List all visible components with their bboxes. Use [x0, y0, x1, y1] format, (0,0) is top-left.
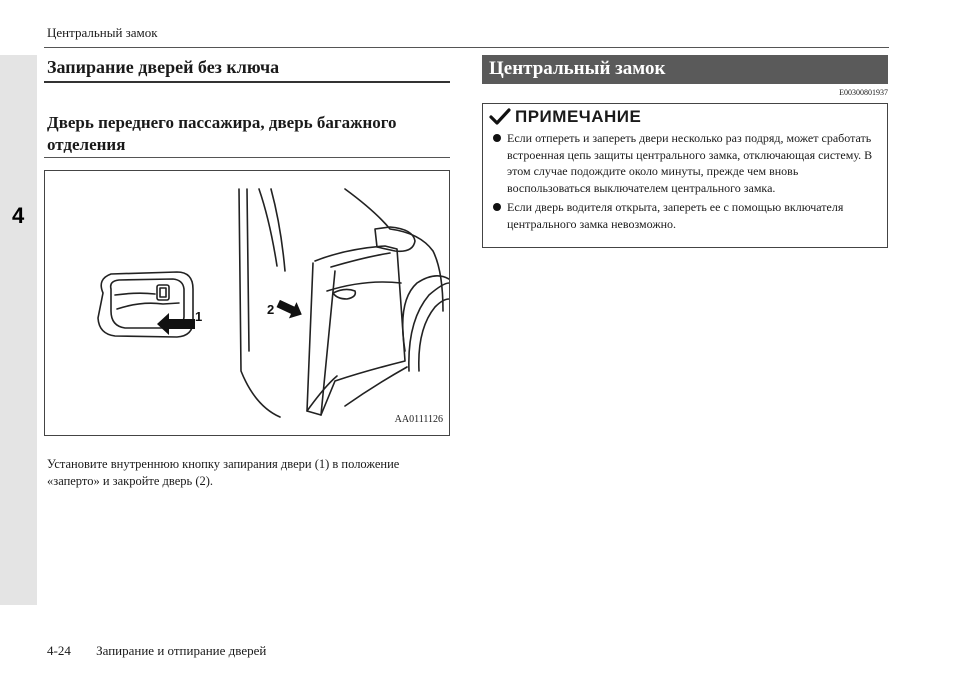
chapter-number: 4 [12, 203, 25, 228]
close-arrow-icon [274, 295, 305, 322]
note-item [491, 199, 879, 232]
subheading: Дверь переднего пассажира, дверь багажного отделения [47, 113, 397, 154]
left-section-heading [44, 55, 450, 83]
right-section-heading [482, 55, 888, 84]
note-item-text: Если отпереть и запереть двери несколько раз подряд, может сработать встроенная цепь защиты центрального замка, отключающая систему. В этом случае подождите около минуты, прежде чем вновь воспользоваться выключателем центрального замка. [507, 131, 873, 195]
inner-handle-grip [115, 293, 155, 295]
running-header: Центральный замок [47, 25, 158, 40]
window-frame [271, 189, 285, 271]
note-box [482, 103, 888, 248]
inner-handle-lever [117, 303, 179, 309]
pillar-inner [247, 189, 249, 351]
lock-knob-inner [160, 288, 166, 297]
header-rule [44, 47, 889, 48]
door-illustration-svg [45, 171, 449, 435]
right-section-title: Центральный замок [489, 58, 666, 79]
left-section-title: Запирание дверей без ключа [47, 57, 280, 77]
door-lock-illustration [44, 170, 450, 436]
note-item-text: Если дверь водителя открыта, запереть ее с помощью включателя центрального замка невозможно. [507, 200, 844, 231]
note-list [491, 130, 879, 235]
wheel-inner [419, 299, 449, 371]
door-lower-edge [345, 367, 407, 406]
bullet-icon [493, 134, 501, 142]
page-number: 4-24 [47, 643, 71, 658]
section-code: E00300801937 [839, 88, 888, 97]
instruction-caption: Установите внутреннюю кнопку запирания двери (1) в положение «заперто» и закройте дверь (2). [47, 457, 400, 488]
callout-2: 2 [267, 302, 275, 317]
page-footer [47, 643, 266, 659]
footer-section: Запирание и отпирание дверей [96, 643, 267, 658]
chapter-side-tab [0, 55, 37, 605]
figure-code: AA0111126 [394, 414, 443, 425]
note-header [489, 107, 641, 127]
side-mirror [375, 227, 415, 251]
door-window-line [331, 253, 390, 267]
note-item [491, 130, 879, 196]
door-crease [327, 282, 401, 291]
subheading-rule [44, 157, 450, 158]
outer-door-handle [333, 289, 355, 299]
bullet-icon [493, 203, 501, 211]
check-note-icon [489, 108, 511, 126]
note-title: ПРИМЕЧАНИЕ [515, 107, 642, 126]
callout-1: 1 [195, 309, 203, 324]
